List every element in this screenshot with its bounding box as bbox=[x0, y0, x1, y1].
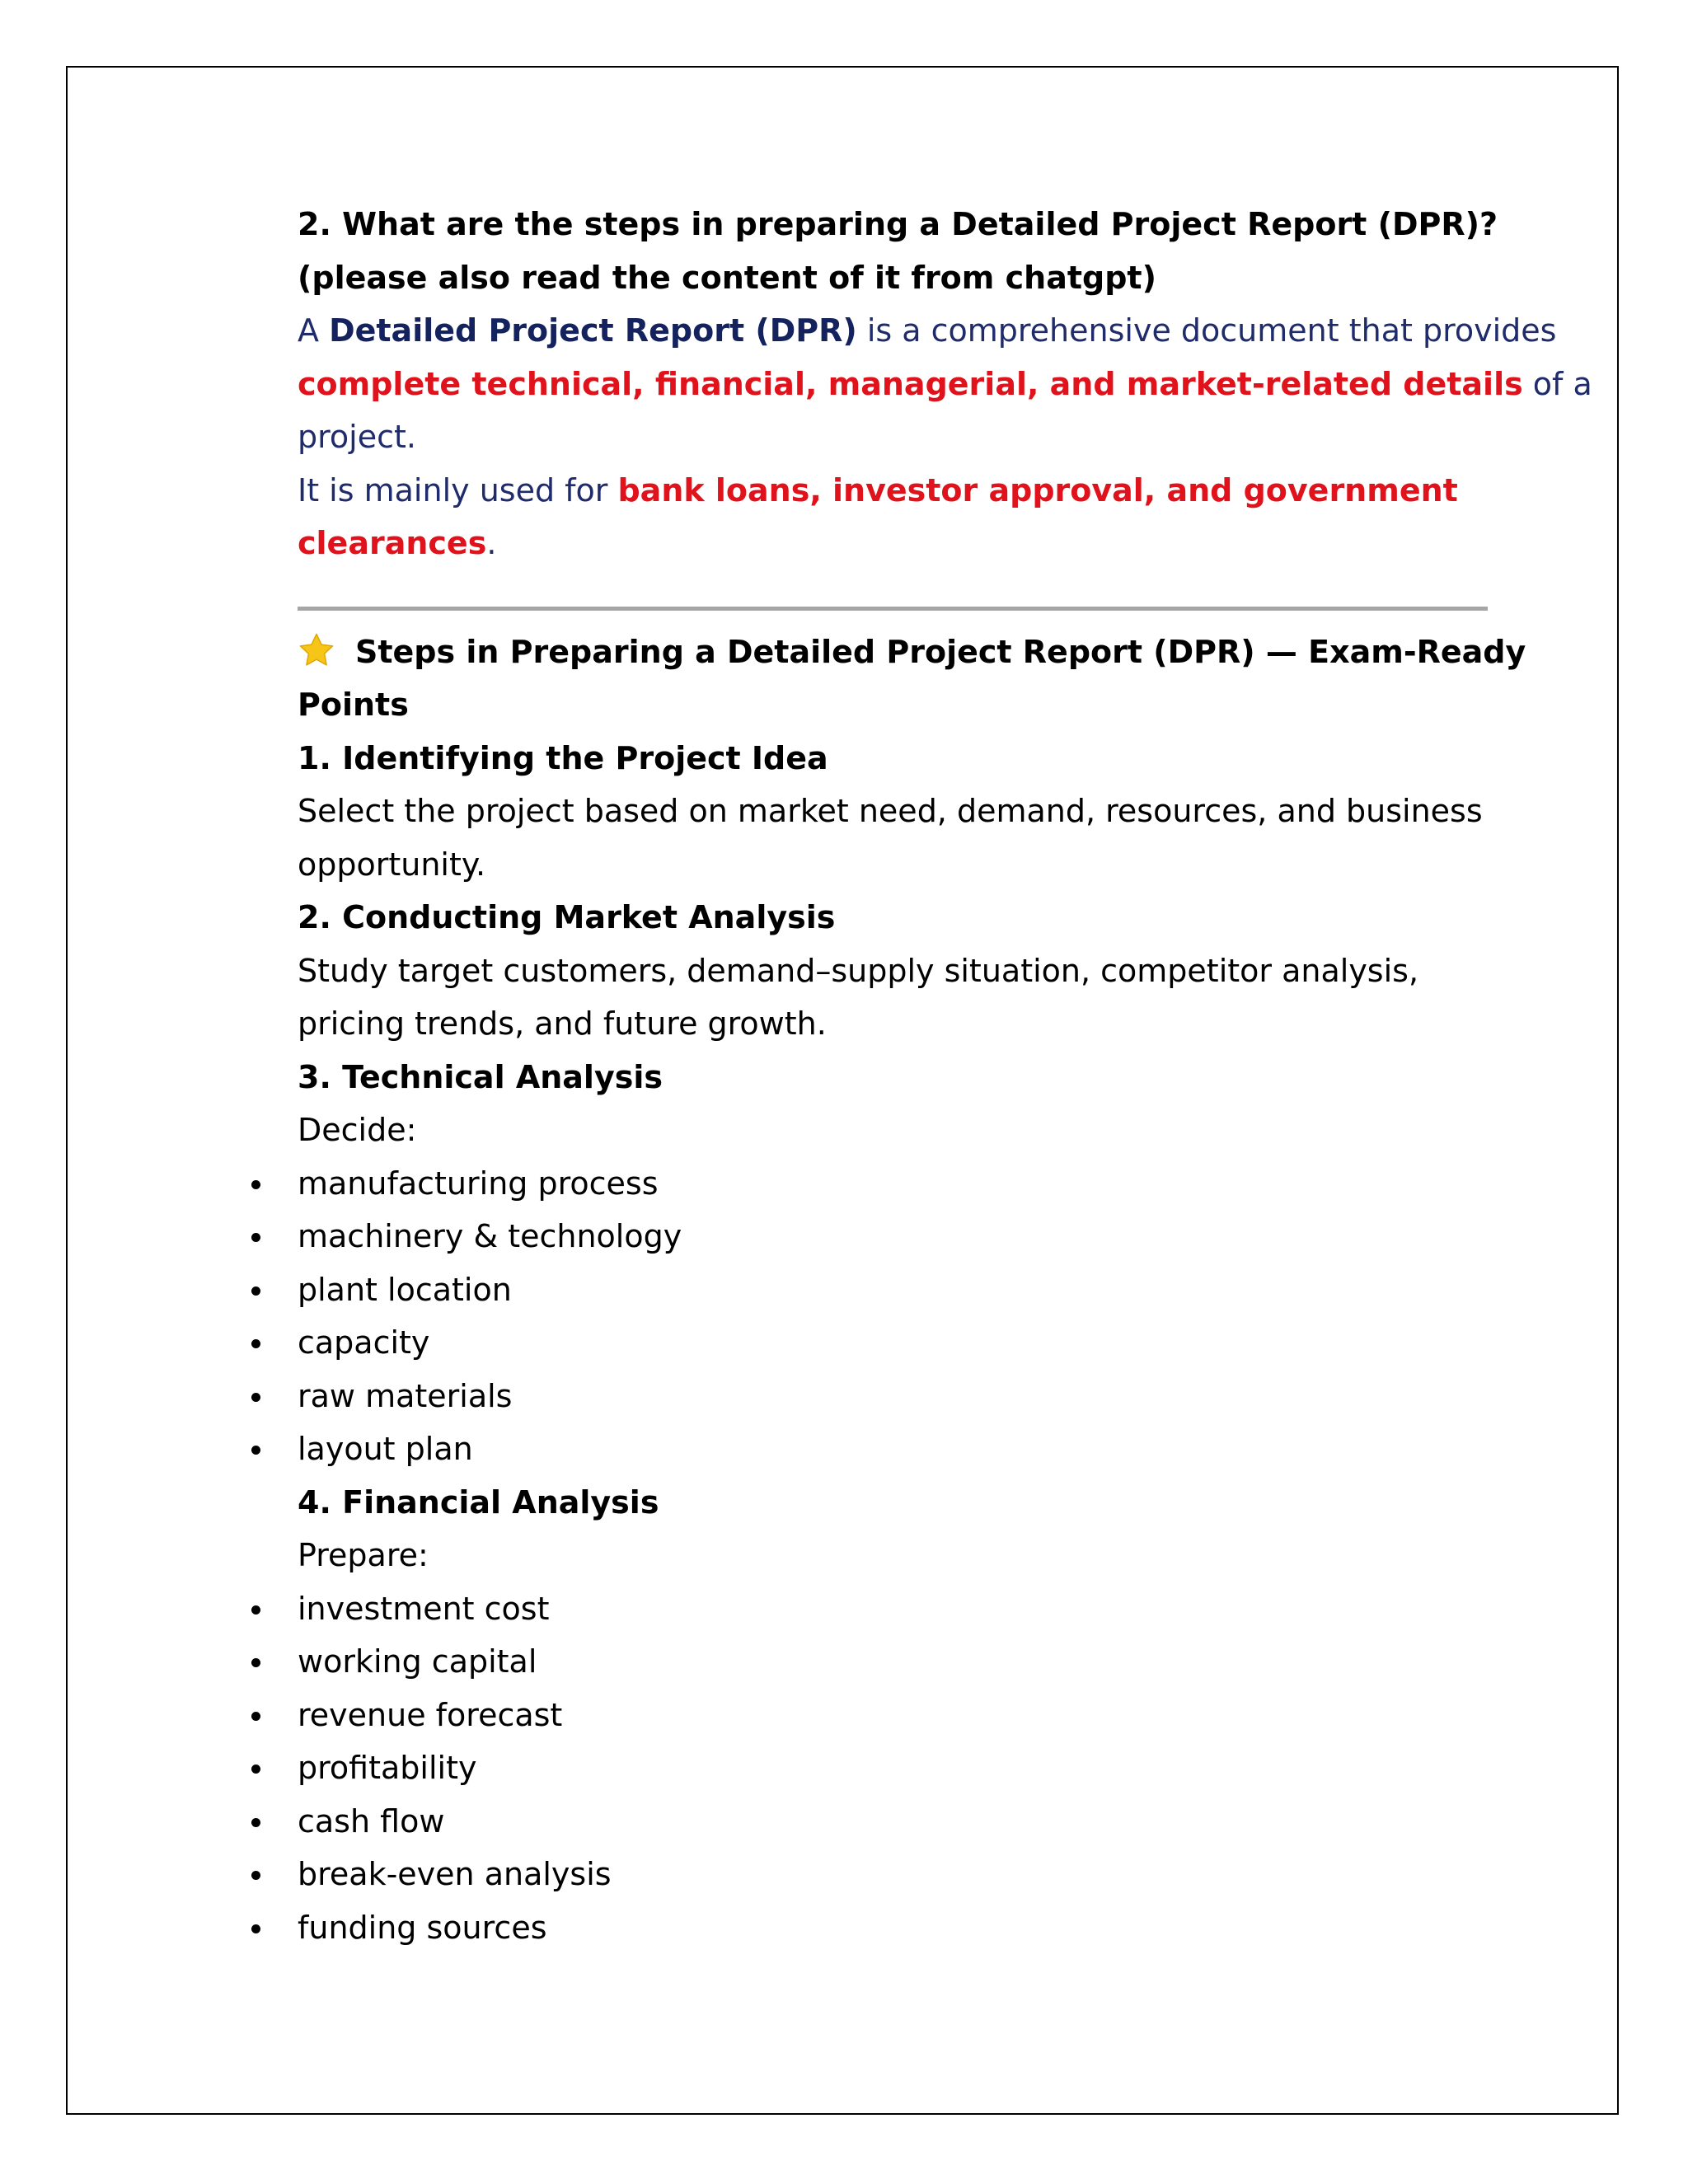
step-1-text-line-2: opportunity. bbox=[298, 846, 486, 883]
usage-prefix: It is mainly used for bbox=[298, 471, 618, 509]
list-item: investment cost bbox=[298, 1582, 1501, 1636]
steps-heading-line-1 bbox=[298, 626, 1526, 679]
steps-heading-line-2: Points bbox=[298, 687, 409, 723]
list-item: revenue forecast bbox=[298, 1689, 1501, 1742]
step-4-title: 4. Financial Analysis bbox=[298, 1483, 659, 1521]
list-item: plant location bbox=[298, 1263, 1501, 1317]
document-content bbox=[298, 198, 1592, 1954]
list-item: manufacturing process bbox=[298, 1157, 1501, 1211]
section-divider bbox=[298, 607, 1488, 611]
step-2-title: 2. Conducting Market Analysis bbox=[298, 899, 836, 935]
list-item: machinery & technology bbox=[298, 1210, 1501, 1263]
list-item: capacity bbox=[298, 1316, 1501, 1370]
step-1-title: 1. Identifying the Project Idea bbox=[298, 739, 828, 776]
intro-after: of a bbox=[1522, 365, 1592, 402]
usage-highlight-1: bank loans, investor approval, and government bbox=[617, 471, 1458, 509]
star-icon bbox=[298, 631, 335, 669]
step-2-text-line-1: Study target customers, demand–supply situation, competitor analysis, bbox=[298, 952, 1419, 989]
step-1-text-line-1: Select the project based on market need, demand, resources, and business bbox=[298, 793, 1483, 829]
step-4-bullet-list bbox=[298, 1582, 1501, 1955]
usage-end: . bbox=[486, 525, 497, 561]
list-item: profitability bbox=[298, 1741, 1501, 1795]
usage-line-1 bbox=[298, 464, 1501, 518]
step-3-bullet-list bbox=[298, 1157, 1501, 1476]
step-4-lead: Prepare: bbox=[298, 1537, 429, 1573]
list-item: layout plan bbox=[298, 1422, 1501, 1476]
step-3-lead: Decide: bbox=[298, 1112, 417, 1148]
question-line-2: (please also read the content of it from chatgpt) bbox=[298, 259, 1156, 296]
usage-highlight-2: clearances bbox=[298, 525, 487, 561]
step-3-title: 3. Technical Analysis bbox=[298, 1058, 663, 1095]
question-line-1: 2. What are the steps in preparing a Detailed Project Report (DPR)? bbox=[298, 206, 1498, 242]
list-item: raw materials bbox=[298, 1370, 1501, 1423]
intro-line-1 bbox=[298, 304, 1557, 358]
usage-line-2 bbox=[298, 517, 1501, 570]
list-item: break-even analysis bbox=[298, 1848, 1501, 1901]
list-item: working capital bbox=[298, 1635, 1501, 1689]
intro-mid: is a comprehensive document that provides bbox=[856, 312, 1557, 349]
step-2-text-line-2: pricing trends, and future growth. bbox=[298, 1005, 827, 1042]
intro-line-2 bbox=[298, 358, 1592, 411]
steps-heading-text: Steps in Preparing a Detailed Project Report (DPR) — Exam-Ready bbox=[355, 633, 1526, 670]
list-item: funding sources bbox=[298, 1901, 1501, 1955]
intro-line-3: project. bbox=[298, 419, 416, 455]
intro-prefix: A bbox=[298, 312, 330, 349]
list-item: cash flow bbox=[298, 1795, 1501, 1849]
intro-term: Detailed Project Report (DPR) bbox=[329, 312, 857, 349]
intro-highlight: complete technical, financial, managerial, and market-related details bbox=[298, 365, 1523, 402]
